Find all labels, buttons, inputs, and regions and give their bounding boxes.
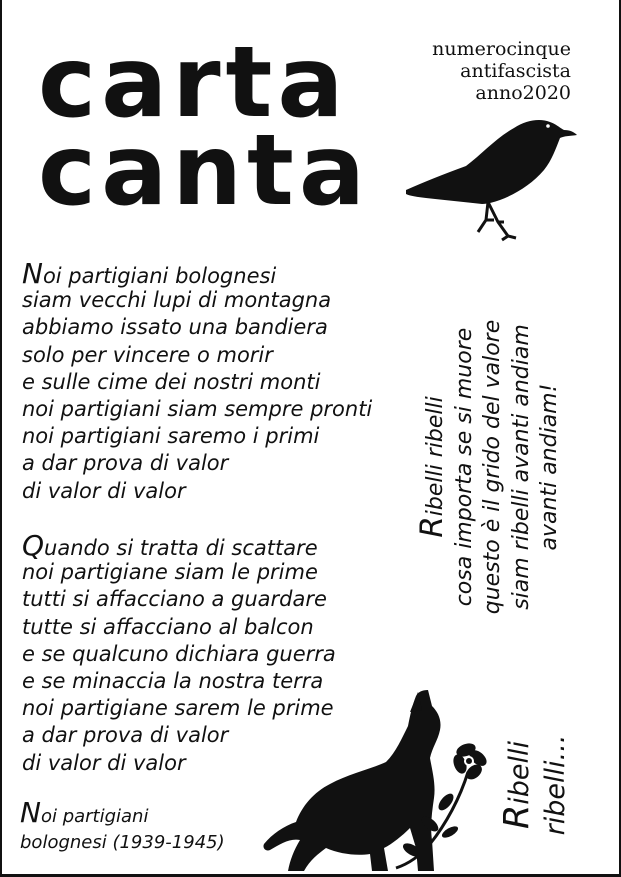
chorus-line: avanti andiam! (537, 383, 562, 551)
poem-line: noi partigiani saremo i primi (22, 424, 320, 449)
poem-line: e sulle cime dei nostri monti (22, 369, 321, 394)
poem-line: siam vecchi lupi di montagna (22, 288, 332, 313)
flower-icon (390, 728, 494, 870)
issue-theme: antifascista (460, 60, 571, 82)
chorus-line: Ribelli ribelli (414, 396, 450, 538)
poem-line: a dar prova di valor (22, 723, 229, 748)
poem-stanza-1 (22, 257, 373, 505)
poem-line: tutte si affacciano al balcon (22, 614, 314, 639)
signature-line-2: bolognesi (1939-1945) (20, 832, 225, 853)
chorus-line: cosa importa se si muore (451, 327, 477, 607)
poem-line: di valor di valor (22, 750, 186, 775)
chorus-line: questo è il grido del valore (480, 319, 505, 615)
poem-line: Quando si tratta di scattare (22, 529, 318, 562)
poem-line: tutti si affacciano a guardare (22, 587, 327, 612)
poem-line: e se qualcuno dichiara guerra (22, 641, 336, 666)
signature-line-1: Noi partigiani (20, 796, 149, 829)
poem-line: solo per vincere o morir (22, 342, 273, 367)
masthead-line-1: carta (38, 26, 349, 140)
signature (20, 796, 225, 856)
chorus-end-line-2: ribelli... (540, 734, 571, 836)
poem-line: a dar prova di valor (22, 451, 229, 476)
issue-number: numerocinque (432, 38, 571, 60)
chorus-vertical (414, 262, 598, 672)
poem-line: e se minaccia la nostra terra (22, 668, 324, 693)
issue-year: anno2020 (475, 82, 571, 104)
poem-line: Noi partigiani bolognesi (22, 257, 277, 290)
poem-line: di valor di valor (22, 478, 186, 503)
poem-line: abbiamo issato una bandiera (22, 315, 328, 340)
issue-info (432, 38, 571, 104)
chorus-end-vertical (499, 715, 589, 855)
poem-line: noi partigiane siam le prime (22, 560, 318, 585)
chorus-end-line-1: Ribelli (497, 740, 537, 830)
crow-icon (404, 108, 579, 244)
chorus-line: siam ribelli avanti andiam (508, 324, 534, 610)
poem-line: noi partigiane sarem le prime (22, 696, 334, 721)
poem-line: noi partigiani siam sempre pronti (22, 396, 373, 421)
masthead-line-2: canta (38, 114, 370, 228)
